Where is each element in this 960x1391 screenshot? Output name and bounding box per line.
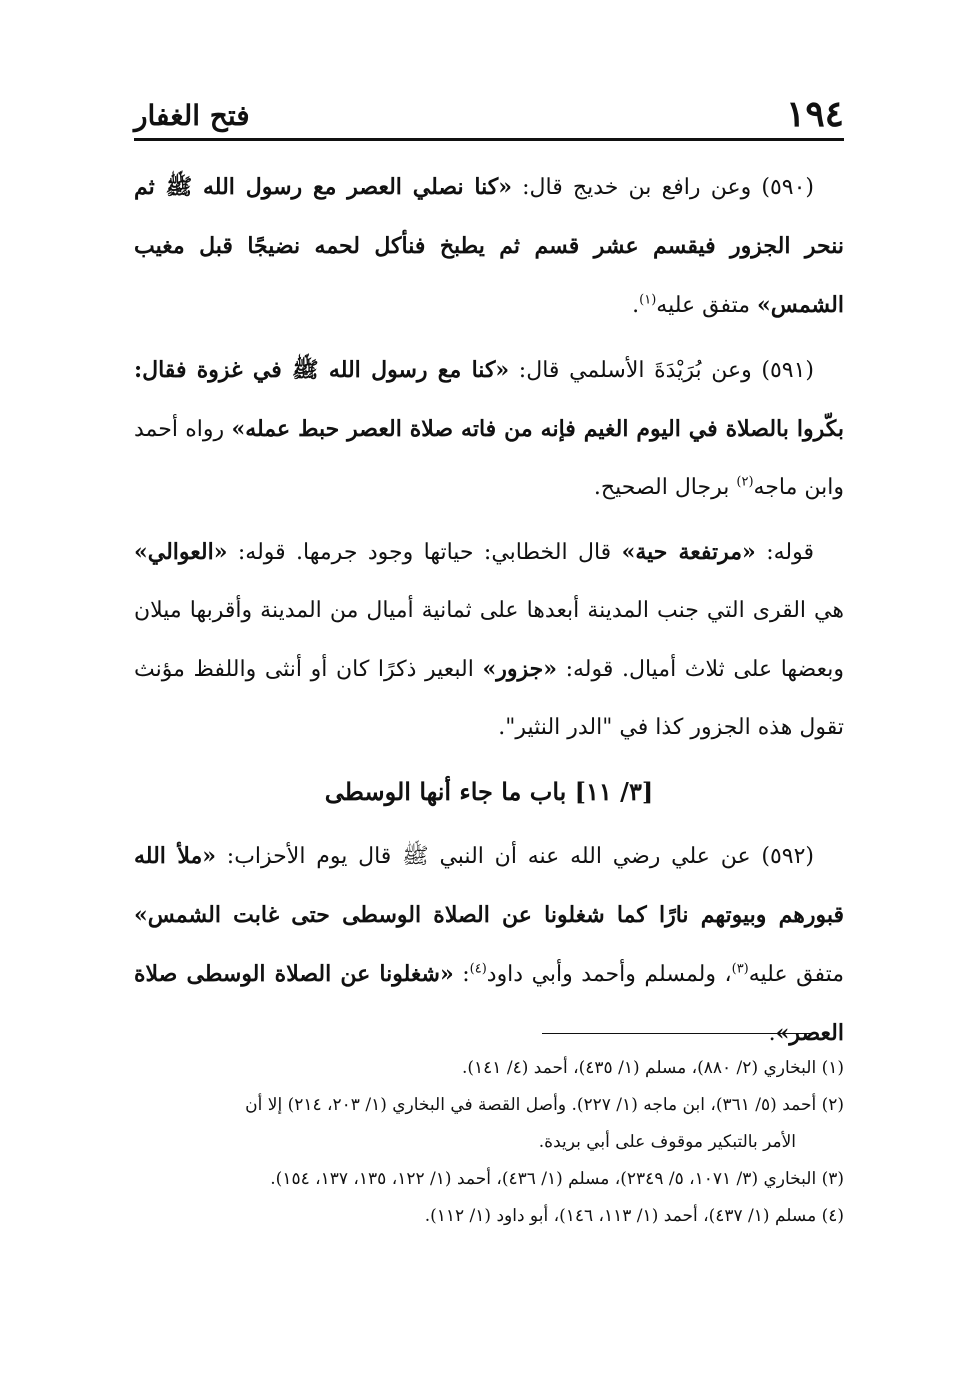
commentary-text: البعير ذكرًا كان أو أنثى واللفظ مؤنث تقول هذه الجزور كذا في "الدر النثير".	[134, 657, 844, 740]
commentary-term: «جزور»	[482, 656, 557, 682]
footnote-2: (٢) أحمد (٥/ ٣٦١)، ابن ماجه (١/ ٢٢٧). وأصل القصة في البخاري (١/ ٢٠٣، ٢١٤) إلا أن	[245, 1095, 844, 1115]
commentary-paragraph	[134, 523, 844, 757]
commentary-text: هي القرى التي جنب المدينة أبعدها على ثمانية أميال من المدينة وأقربها ميلان وبعضها على ثلاث أميال. قوله:	[134, 598, 844, 682]
hadith-end: .	[632, 293, 640, 318]
hadith-592	[134, 827, 844, 1063]
commentary-text: قوله:	[755, 540, 814, 565]
hadith-number-intro: (٥٩١) وعن بُرَيْدَةَ الأسلمي قال:	[509, 358, 814, 383]
hadith-quote: «كنا مع رسول الله ﷺ في غزوة فقال: بكّروا بالصلاة في اليوم الغيم فإنه من فاته صلاة العصر حبط عمله»	[134, 357, 844, 442]
footnote-3: (٣) البخاري (٣/ ١٠٧١، ٥/ ٢٣٤٩)، مسلم (١/ ٤٣٦)، أحمد (١/ ١٢٢، ١٣٥، ١٣٧، ١٥٤).	[270, 1169, 844, 1189]
hadith-quote-2: «شغلونا عن الصلاة الوسطى صلاة العصر»	[134, 961, 844, 1046]
page-number: ١٩٤	[785, 93, 844, 135]
hadith-source-extra: ، ولمسلم وأحمد وأبي داود	[486, 962, 732, 987]
running-header	[134, 90, 844, 141]
footnotes	[134, 1050, 844, 1235]
hadith-source: رواه أحمد وابن ماجه	[134, 417, 844, 500]
commentary-term: «مرتفعة حية»	[621, 539, 756, 565]
footnote-1: (١) البخاري (٢/ ٨٨٠)، مسلم (١/ ٤٣٥)، أحمد (٤/ ١٤١).	[462, 1058, 844, 1078]
hadith-source: متفق عليه	[748, 962, 844, 987]
hadith-590	[134, 158, 844, 335]
hadith-quote: «كنا نصلي العصر مع رسول الله ﷺ ثم ننحر الجزور فيقسم عشر قسم ثم يطبخ فنأكل لحمه نضيجًا قبل مغيب الشمس»	[134, 174, 844, 318]
hadith-end: برجال الصحيح.	[593, 475, 737, 500]
footnote-separator	[542, 1033, 812, 1034]
book-title: فتح الغفار	[134, 99, 250, 132]
footnote-ref-1[interactable]: (١)	[639, 292, 657, 308]
hadith-quote: «ملأ الله قبورهم وبيوتهم نارًا كما شغلونا عن الصلاة الوسطى حتى غابت الشمس»	[134, 843, 844, 928]
footnote-ref-3[interactable]: (٣)	[731, 961, 749, 977]
hadith-591	[134, 341, 844, 517]
footnote-4: (٤) مسلم (١/ ٤٣٧)، أحمد (١/ ١١٣، ١٤٦)، أبو داود (١/ ١١٢).	[424, 1206, 844, 1226]
footnote-ref-2[interactable]: (٢)	[736, 474, 754, 490]
main-text	[134, 158, 844, 1069]
footnote-ref-4[interactable]: (٤)	[469, 961, 487, 977]
hadith-end: .	[768, 1021, 776, 1046]
punctuation: :	[453, 962, 470, 987]
footnote-2-continuation: الأمر بالتبكير موقوف على أبي بريدة.	[538, 1132, 796, 1152]
commentary-term: «العوالي»	[134, 539, 228, 565]
hadith-number-intro: (٥٩٠) وعن رافع بن خديج قال:	[511, 175, 814, 200]
hadith-source: متفق عليه	[656, 293, 758, 318]
hadith-number-intro: (٥٩٢) عن علي رضي الله عنه أن النبي ﷺ قال يوم الأحزاب:	[216, 844, 814, 869]
chapter-heading: [٣/ ١١] باب ما جاء أنها الوسطى	[324, 777, 654, 806]
commentary-text: قال الخطابي: حياتها وجود جرمها. قوله:	[227, 540, 622, 565]
